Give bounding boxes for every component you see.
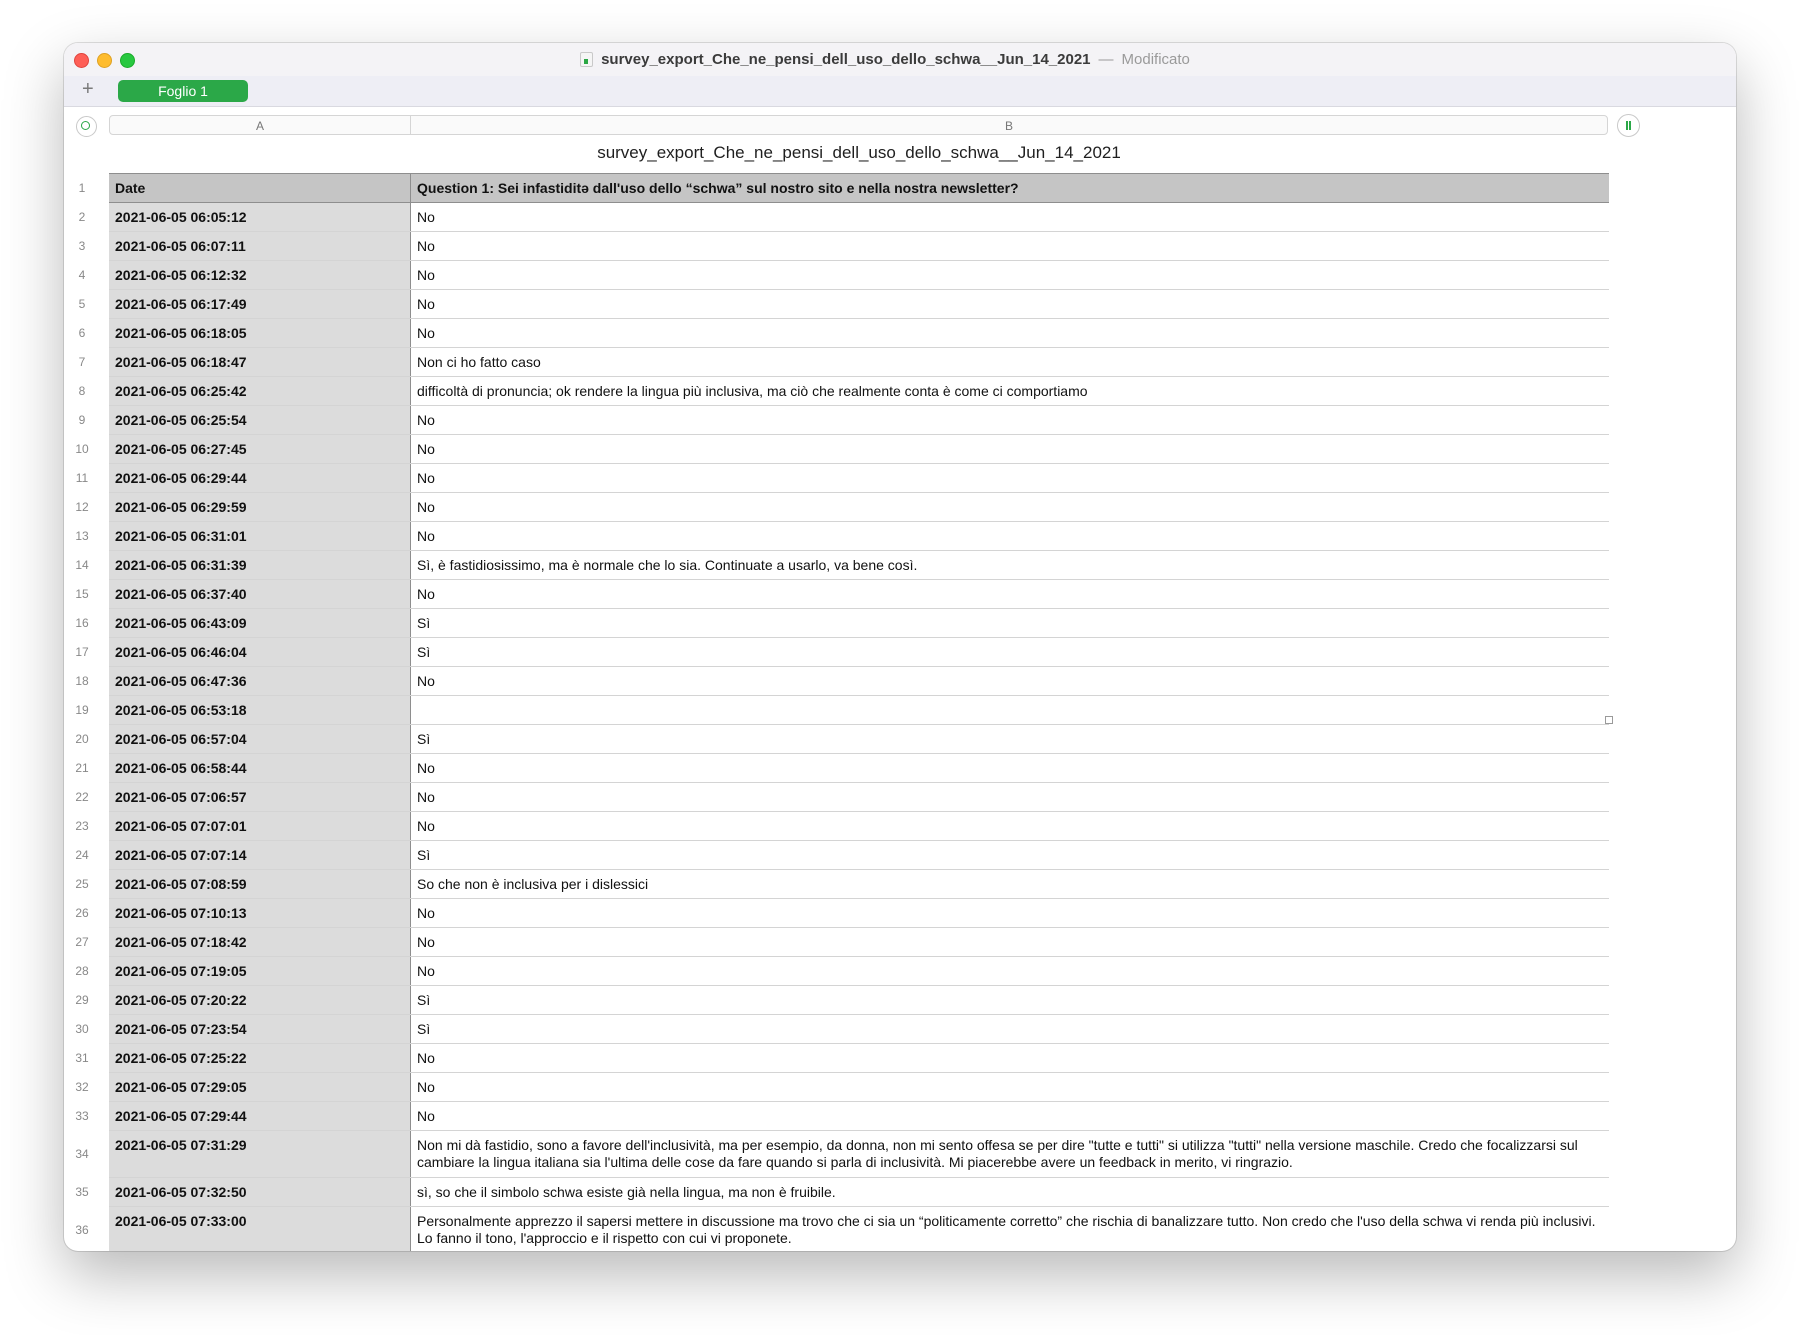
answer-cell[interactable]: No	[417, 325, 435, 341]
table-row[interactable]	[75, 754, 1609, 783]
answer-cell[interactable]: No	[417, 905, 435, 921]
answer-cell[interactable]: No	[417, 209, 435, 225]
date-cell[interactable]: 2021-06-05 06:46:04	[109, 638, 411, 666]
row-number[interactable]: 7	[78, 355, 86, 369]
date-cell[interactable]: 2021-06-05 06:57:04	[109, 725, 411, 753]
table-row[interactable]	[75, 1044, 1609, 1073]
answer-cell[interactable]: No	[417, 818, 435, 834]
date-cell[interactable]: 2021-06-05 07:19:05	[109, 957, 411, 985]
table-row[interactable]	[75, 609, 1609, 638]
row-number[interactable]: 18	[75, 674, 89, 688]
title-separator: —	[1098, 51, 1114, 68]
answer-cell[interactable]: No	[417, 470, 435, 486]
table-row[interactable]	[75, 1207, 1609, 1251]
row-number[interactable]: 20	[75, 732, 89, 746]
answer-cell[interactable]: No	[417, 1050, 435, 1066]
date-cell[interactable]: 2021-06-05 07:07:14	[109, 841, 411, 869]
row-number[interactable]: 8	[78, 384, 86, 398]
table-row[interactable]	[75, 1178, 1609, 1207]
answer-cell[interactable]: Sì	[417, 615, 431, 631]
table-row[interactable]	[75, 986, 1609, 1015]
table-row[interactable]	[75, 841, 1609, 870]
row-number[interactable]: 5	[78, 297, 86, 311]
table-row[interactable]	[75, 522, 1609, 551]
row-number[interactable]: 17	[75, 645, 89, 659]
date-cell[interactable]: 2021-06-05 06:31:39	[109, 551, 411, 579]
table-row[interactable]	[75, 928, 1609, 957]
table-row[interactable]	[75, 667, 1609, 696]
answer-cell[interactable]: No	[417, 499, 435, 515]
column-header-a[interactable]: A	[109, 115, 411, 135]
date-cell[interactable]: 2021-06-05 07:18:42	[109, 928, 411, 956]
date-cell[interactable]: 2021-06-05 06:43:09	[109, 609, 411, 637]
date-cell[interactable]: 2021-06-05 06:18:47	[109, 348, 411, 376]
row-number[interactable]: 16	[75, 616, 89, 630]
row-number[interactable]: 3	[78, 239, 86, 253]
table-row[interactable]	[75, 957, 1609, 986]
date-cell[interactable]: 2021-06-05 06:07:11	[109, 232, 411, 260]
row-number[interactable]: 25	[75, 877, 89, 891]
answer-cell[interactable]: No	[417, 1079, 435, 1095]
date-cell[interactable]: 2021-06-05 07:08:59	[109, 870, 411, 898]
table-resize-handle[interactable]	[1605, 716, 1613, 724]
answer-cell[interactable]: sì, so che il simbolo schwa esiste già nella lingua, ma non è fruibile.	[417, 1184, 836, 1200]
table-row[interactable]	[75, 551, 1609, 580]
table-row[interactable]	[78, 290, 1609, 319]
table-row[interactable]	[75, 812, 1609, 841]
date-cell[interactable]: 2021-06-05 07:06:57	[109, 783, 411, 811]
table-row[interactable]	[75, 580, 1609, 609]
row-number[interactable]: 14	[75, 558, 89, 572]
answer-cell[interactable]: No	[417, 296, 435, 312]
row-number[interactable]: 21	[75, 761, 89, 775]
row-number[interactable]: 28	[75, 964, 89, 978]
date-cell[interactable]: 2021-06-05 06:37:40	[109, 580, 411, 608]
row-number[interactable]: 15	[75, 587, 89, 601]
date-cell[interactable]: 2021-06-05 07:23:54	[109, 1015, 411, 1043]
table-row[interactable]	[75, 783, 1609, 812]
answer-cell[interactable]: Sì	[417, 1021, 431, 1037]
date-cell[interactable]: 2021-06-05 06:18:05	[109, 319, 411, 347]
select-table-icon[interactable]	[76, 116, 97, 137]
sheet-tabs-bar	[64, 76, 1736, 107]
answer-cell[interactable]: Non ci ho fatto caso	[417, 354, 541, 370]
row-number[interactable]: 24	[75, 848, 89, 862]
date-cell[interactable]: 2021-06-05 07:20:22	[109, 986, 411, 1014]
answer-cell[interactable]: No	[417, 267, 435, 283]
close-window-button[interactable]	[74, 53, 89, 68]
answer-cell[interactable]: So che non è inclusiva per i dislessici	[417, 876, 649, 892]
document-status: Modificato	[1121, 51, 1190, 68]
row-number[interactable]: 35	[75, 1185, 89, 1199]
window-controls	[74, 53, 135, 68]
header-cell-date[interactable]: Date	[109, 174, 411, 202]
document-name: survey_export_Che_ne_pensi_dell_uso_dello_schwa__Jun_14_2021	[601, 51, 1091, 68]
date-cell[interactable]: 2021-06-05 06:05:12	[109, 203, 411, 231]
date-cell[interactable]: 2021-06-05 06:27:45	[109, 435, 411, 463]
answer-cell[interactable]: No	[417, 789, 435, 805]
minimize-window-button[interactable]	[97, 53, 112, 68]
answer-cell[interactable]: No	[417, 934, 435, 950]
date-cell[interactable]: 2021-06-05 07:31:29	[109, 1131, 411, 1177]
answer-cell[interactable]: No	[417, 1108, 435, 1124]
row-number[interactable]: 29	[75, 993, 89, 1007]
table-row[interactable]	[75, 1102, 1609, 1131]
header-row[interactable]	[78, 174, 1609, 203]
row-number[interactable]: 13	[75, 529, 89, 543]
row-number[interactable]: 19	[75, 703, 89, 717]
answer-cell[interactable]: No	[417, 673, 435, 689]
header-cell-question[interactable]: Question 1: Sei infastiditə dall'uso dello “schwa” sul nostro sito e nella nostra newsletter?	[411, 174, 1609, 202]
window-title	[580, 51, 1190, 68]
document-icon	[580, 52, 593, 67]
table-row[interactable]	[75, 493, 1609, 522]
date-cell[interactable]: 2021-06-05 07:25:22	[109, 1044, 411, 1072]
answer-cell[interactable]: Non mi dà fastidio, sono a favore dell'inclusività, ma per esempio, da donna, non mi sento offesa se per dire "tutte e tutti" si utilizza "tutti" nella versione maschile. Credo che focalizzarsi sul cambiare la lingua italiana sia l'ultima delle cose da fare quando si parla di inclusività. Mi piacerebbe avere un feedback in merito, vi ringrazio.	[417, 1137, 1578, 1170]
row-number[interactable]: 11	[75, 471, 89, 485]
answer-cell[interactable]: No	[417, 963, 435, 979]
table-row[interactable]	[78, 261, 1609, 290]
table-row[interactable]	[75, 464, 1609, 493]
row-number[interactable]: 6	[78, 326, 86, 340]
row-number[interactable]: 26	[75, 906, 89, 920]
answer-cell[interactable]	[411, 696, 1609, 724]
table-row[interactable]	[78, 377, 1609, 406]
row-number[interactable]: 2	[78, 210, 86, 224]
column-header-b[interactable]: B	[410, 115, 1608, 135]
row-number[interactable]: 31	[75, 1051, 89, 1065]
table-row[interactable]	[78, 348, 1609, 377]
table-title[interactable]: survey_export_Che_ne_pensi_dell_uso_dello_schwa__Jun_14_2021	[597, 143, 1121, 162]
answer-cell[interactable]: difficoltà di pronuncia; ok rendere la lingua più inclusiva, ma ciò che realmente conta è come ci comportiamo	[417, 383, 1088, 399]
date-cell[interactable]: 2021-06-05 06:29:44	[109, 464, 411, 492]
row-number[interactable]: 32	[75, 1080, 89, 1094]
table-row[interactable]	[75, 638, 1609, 667]
answer-cell[interactable]: Sì	[417, 644, 431, 660]
date-cell[interactable]: 2021-06-05 06:12:32	[109, 261, 411, 289]
row-number[interactable]: 9	[78, 413, 86, 427]
date-cell[interactable]: 2021-06-05 06:25:42	[109, 377, 411, 405]
answer-cell[interactable]: No	[417, 238, 435, 254]
add-sheet-button[interactable]: +	[82, 78, 94, 100]
date-cell[interactable]: 2021-06-05 06:58:44	[109, 754, 411, 782]
table-row[interactable]	[78, 319, 1609, 348]
date-cell[interactable]: 2021-06-05 06:53:18	[109, 696, 411, 724]
title-bar	[64, 43, 1736, 76]
row-number[interactable]: 27	[75, 935, 89, 949]
row-number[interactable]: 1	[78, 181, 86, 195]
date-cell[interactable]: 2021-06-05 06:31:01	[109, 522, 411, 550]
table-row[interactable]	[75, 1073, 1609, 1102]
table-row[interactable]	[75, 435, 1609, 464]
answer-cell[interactable]: Sì	[417, 992, 431, 1008]
answer-cell[interactable]: Sì	[417, 731, 431, 747]
date-cell[interactable]: 2021-06-05 07:07:01	[109, 812, 411, 840]
date-cell[interactable]: 2021-06-05 06:29:59	[109, 493, 411, 521]
table-row[interactable]	[75, 725, 1609, 754]
pause-icon[interactable]	[1617, 114, 1640, 137]
table-row[interactable]	[75, 870, 1609, 899]
row-number[interactable]: 22	[75, 790, 89, 804]
zoom-window-button[interactable]	[120, 53, 135, 68]
row-number[interactable]: 4	[78, 268, 86, 282]
row-number[interactable]: 30	[75, 1022, 89, 1036]
table-row[interactable]	[78, 232, 1609, 261]
answer-cell[interactable]: Personalmente apprezzo il sapersi mettere in discussione ma trovo che ci sia un “politicamente corretto” che rischia di banalizzare tutto. Non credo che l'uso della schwa vi renda più inclusivi. Lo fanno il tono, l'approccio e il rispetto con cui vi proponete.	[417, 1213, 1596, 1246]
table-row[interactable]	[78, 203, 1609, 232]
date-cell[interactable]: 2021-06-05 07:10:13	[109, 899, 411, 927]
row-number[interactable]: 33	[75, 1109, 89, 1123]
column-header-bar	[64, 107, 1736, 147]
answer-cell[interactable]: No	[417, 441, 435, 457]
tab-foglio-1[interactable]: Foglio 1	[118, 80, 248, 102]
date-cell[interactable]: 2021-06-05 07:29:05	[109, 1073, 411, 1101]
answer-cell[interactable]: Sì	[417, 847, 431, 863]
row-number[interactable]: 36	[75, 1223, 89, 1237]
date-cell[interactable]: 2021-06-05 07:32:50	[109, 1178, 411, 1206]
row-number[interactable]: 23	[75, 819, 89, 833]
table-row[interactable]	[75, 899, 1609, 928]
data-table	[75, 173, 1609, 1251]
app-window	[64, 43, 1736, 1251]
table-row[interactable]	[75, 696, 1609, 725]
date-cell[interactable]: 2021-06-05 06:17:49	[109, 290, 411, 318]
row-number[interactable]: 12	[75, 500, 89, 514]
answer-cell[interactable]: No	[417, 760, 435, 776]
row-number[interactable]: 34	[75, 1147, 89, 1161]
row-number[interactable]: 10	[75, 442, 89, 456]
date-cell[interactable]: 2021-06-05 06:25:54	[109, 406, 411, 434]
table-row[interactable]	[75, 1131, 1609, 1178]
date-cell[interactable]: 2021-06-05 07:29:44	[109, 1102, 411, 1130]
date-cell[interactable]: 2021-06-05 06:47:36	[109, 667, 411, 695]
date-cell[interactable]: 2021-06-05 07:33:00	[109, 1207, 411, 1251]
answer-cell[interactable]: No	[417, 586, 435, 602]
table-row[interactable]	[75, 1015, 1609, 1044]
answer-cell[interactable]: No	[417, 412, 435, 428]
answer-cell[interactable]: Sì, è fastidiosissimo, ma è normale che lo sia. Continuate a usarlo, va bene così.	[417, 557, 918, 573]
answer-cell[interactable]: No	[417, 528, 435, 544]
table-row[interactable]	[78, 406, 1609, 435]
